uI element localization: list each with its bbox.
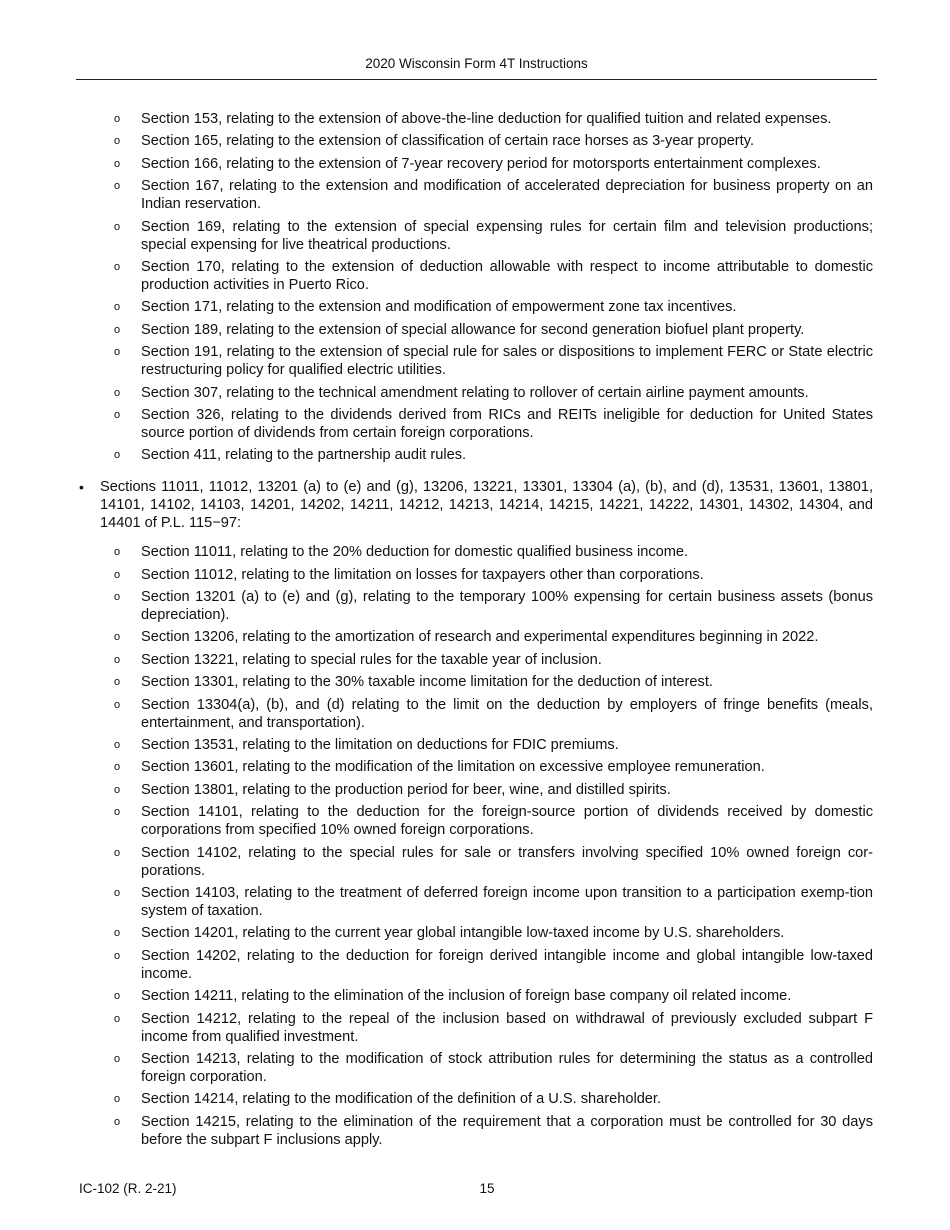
list-item — [76, 258, 873, 294]
sub-bullet-icon: o — [114, 927, 121, 940]
sub-bullet-icon: o — [114, 886, 121, 899]
sub-bullet-icon: o — [114, 949, 121, 962]
sub-bullet-icon: o — [114, 676, 121, 689]
list-item-text: Section 13801, relating to the production period for beer, wine, and distilled spirits. — [141, 781, 671, 798]
list-item — [76, 781, 873, 799]
sub-bullet-icon: o — [114, 323, 121, 336]
list-item-text: Section 14201, relating to the current year global intangible low-taxed income by U.S. shareholders. — [141, 925, 785, 942]
sub-bullet-icon: o — [114, 135, 121, 148]
list-item — [76, 1090, 873, 1108]
top-bullet-text: Sections 11011, 11012, 13201 (a) to (e) and (g), 13206, 13221, 13301, 13304 (a), (b), and (d), 13531, 13601, 13801, 14101, 14102, 14103, 14201, 14202, 14211, 14212, 14213, 14214, 14215, 14221, 14222, 14301, 14302, 14304, and 14401 of P.L. 115−97: — [100, 479, 873, 532]
list-item — [76, 736, 873, 754]
top-bullet-item — [76, 478, 873, 532]
list-item-text: Section 14215, relating to the elimination of the requirement that a corporation must be controlled for 30 days before the subpart F inclusions apply. — [141, 1113, 873, 1148]
list-item-text: Section 13531, relating to the limitation on deductions for FDIC premiums. — [141, 737, 619, 754]
list-item-text: Section 13206, relating to the amortization of research and experimental expenditures beginning in 2022. — [141, 629, 819, 646]
list-item — [76, 343, 873, 379]
list-item — [76, 1050, 873, 1086]
list-item-text: Section 171, relating to the extension and modification of empowerment zone tax incentives. — [141, 299, 737, 316]
list-item — [76, 651, 873, 669]
header-title: 2020 Wisconsin Form 4T Instructions — [365, 56, 588, 71]
list-item-text: Section 170, relating to the extension of deduction allowable with respect to income attributable to domestic production activities in Puerto Rico. — [141, 258, 873, 293]
document-body — [76, 110, 873, 1153]
list-item-text: Section 13201 (a) to (e) and (g), relating to the temporary 100% expensing for certain business assets (bonus depreciation). — [141, 589, 873, 624]
list-item-text: Section 11012, relating to the limitation on losses for taxpayers other than corporations. — [141, 566, 704, 583]
list-item — [76, 884, 873, 920]
list-item-text: Section 13304(a), (b), and (d) relating to the limit on the deduction by employers of fringe benefits (meals, entertainment, and transportation). — [141, 696, 873, 731]
list-item — [76, 218, 873, 254]
list-item — [76, 446, 873, 464]
section-list-b — [76, 543, 873, 1148]
list-item-text: Section 326, relating to the dividends derived from RICs and REITs ineligible for deduction for United States source portion of dividends from certain foreign corporations. — [141, 406, 873, 441]
list-item-text: Section 191, relating to the extension of special rule for sales or dispositions to implement FERC or State electric restructuring policy for qualified electric utilities. — [141, 344, 873, 379]
list-item-text: Section 165, relating to the extension of classification of certain race horses as 3-year property. — [141, 133, 754, 150]
list-item — [76, 132, 873, 150]
sub-bullet-icon: o — [114, 568, 121, 581]
list-item-text: Section 14214, relating to the modification of the definition of a U.S. shareholder. — [141, 1091, 662, 1108]
list-item — [76, 543, 873, 561]
list-item-text: Section 153, relating to the extension of above-the-line deduction for qualified tuition and related expenses. — [141, 111, 832, 127]
list-item-text: Section 14103, relating to the treatment of deferred foreign income upon transition to a participation exemp-tion system of taxation. — [141, 884, 873, 919]
sub-bullet-icon: o — [114, 157, 121, 170]
list-item — [76, 924, 873, 942]
list-item-text: Section 14102, relating to the special rules for sale or transfers involving specified 10% owned foreign cor-porations. — [141, 844, 873, 879]
list-item — [76, 298, 873, 316]
bullet-icon: • — [79, 479, 84, 496]
sub-bullet-icon: o — [114, 591, 121, 604]
page-header — [76, 55, 877, 80]
sub-bullet-icon: o — [114, 1012, 121, 1025]
list-item — [76, 177, 873, 213]
sub-bullet-icon: o — [114, 806, 121, 819]
section-list-a — [76, 110, 873, 464]
sub-bullet-icon: o — [114, 220, 121, 233]
list-item — [76, 588, 873, 624]
sub-bullet-icon: o — [114, 260, 121, 273]
list-item-text: Section 166, relating to the extension of 7-year recovery period for motorsports entertainment complexes. — [141, 155, 821, 172]
list-item-text: Section 13601, relating to the modification of the limitation on excessive employee remuneration. — [141, 759, 765, 776]
list-item-text: Section 169, relating to the extension of special expensing rules for certain film and television productions; special expensing for live theatrical productions. — [141, 218, 873, 253]
sub-bullet-icon: o — [114, 1093, 121, 1106]
list-item — [76, 384, 873, 402]
list-item-text: Section 167, relating to the extension and modification of accelerated depreciation for business property on an Indian reservation. — [141, 178, 873, 213]
list-item — [76, 673, 873, 691]
sub-bullet-icon: o — [114, 761, 121, 774]
footer-form-id: IC-102 (R. 2-21) — [79, 1181, 177, 1196]
list-item — [76, 155, 873, 173]
list-item — [76, 758, 873, 776]
list-item-text: Section 11011, relating to the 20% deduction for domestic qualified business income. — [141, 544, 689, 561]
list-item — [76, 1010, 873, 1046]
sub-bullet-icon: o — [114, 386, 121, 399]
list-item-text: Section 14212, relating to the repeal of the inclusion based on withdrawal of previously excluded subpart F income from qualified investment. — [141, 1010, 873, 1045]
sub-bullet-icon: o — [114, 1052, 121, 1065]
list-item-text: Section 189, relating to the extension of special allowance for second generation biofuel plant property. — [141, 321, 805, 338]
sub-bullet-icon: o — [114, 698, 121, 711]
list-item-text: Section 14213, relating to the modification of stock attribution rules for determining the status as a controlled foreign corporation. — [141, 1050, 873, 1085]
sub-bullet-icon: o — [114, 990, 121, 1003]
sub-bullet-icon: o — [114, 739, 121, 752]
list-item — [76, 987, 873, 1005]
list-item-text: Section 14211, relating to the elimination of the inclusion of foreign base company oil related income. — [141, 988, 792, 1005]
sub-bullet-icon: o — [114, 1115, 121, 1128]
list-item — [76, 566, 873, 584]
list-item — [76, 628, 873, 646]
list-item-text: Section 13221, relating to special rules for the taxable year of inclusion. — [141, 651, 602, 668]
sub-bullet-icon: o — [114, 631, 121, 644]
sub-bullet-icon: o — [114, 113, 121, 125]
list-item — [76, 1113, 873, 1149]
sub-bullet-icon: o — [114, 180, 121, 193]
footer-page-number: 15 — [479, 1181, 495, 1196]
list-item-text: Section 14202, relating to the deduction for foreign derived intangible income and global intangible low-taxed income. — [141, 947, 873, 982]
sub-bullet-icon: o — [114, 653, 121, 666]
list-item — [76, 844, 873, 880]
list-item — [76, 321, 873, 339]
sub-bullet-icon: o — [114, 408, 121, 421]
list-item-text: Section 13301, relating to the 30% taxable income limitation for the deduction of interest. — [141, 674, 713, 691]
sub-bullet-icon: o — [114, 449, 121, 462]
list-item — [76, 110, 873, 128]
sub-bullet-icon: o — [114, 846, 121, 859]
sub-bullet-icon: o — [114, 301, 121, 314]
sub-bullet-icon: o — [114, 346, 121, 359]
list-item-text: Section 411, relating to the partnership audit rules. — [141, 447, 467, 464]
list-item — [76, 406, 873, 442]
list-item — [76, 947, 873, 983]
list-item — [76, 803, 873, 839]
sub-bullet-icon: o — [114, 783, 121, 796]
list-item-text: Section 307, relating to the technical amendment relating to rollover of certain airline payment amounts. — [141, 384, 809, 401]
list-item-text: Section 14101, relating to the deduction for the foreign-source portion of dividends received by domestic corporations from specified 10% owned foreign corporations. — [141, 804, 873, 839]
sub-bullet-icon: o — [114, 546, 121, 559]
list-item — [76, 696, 873, 732]
